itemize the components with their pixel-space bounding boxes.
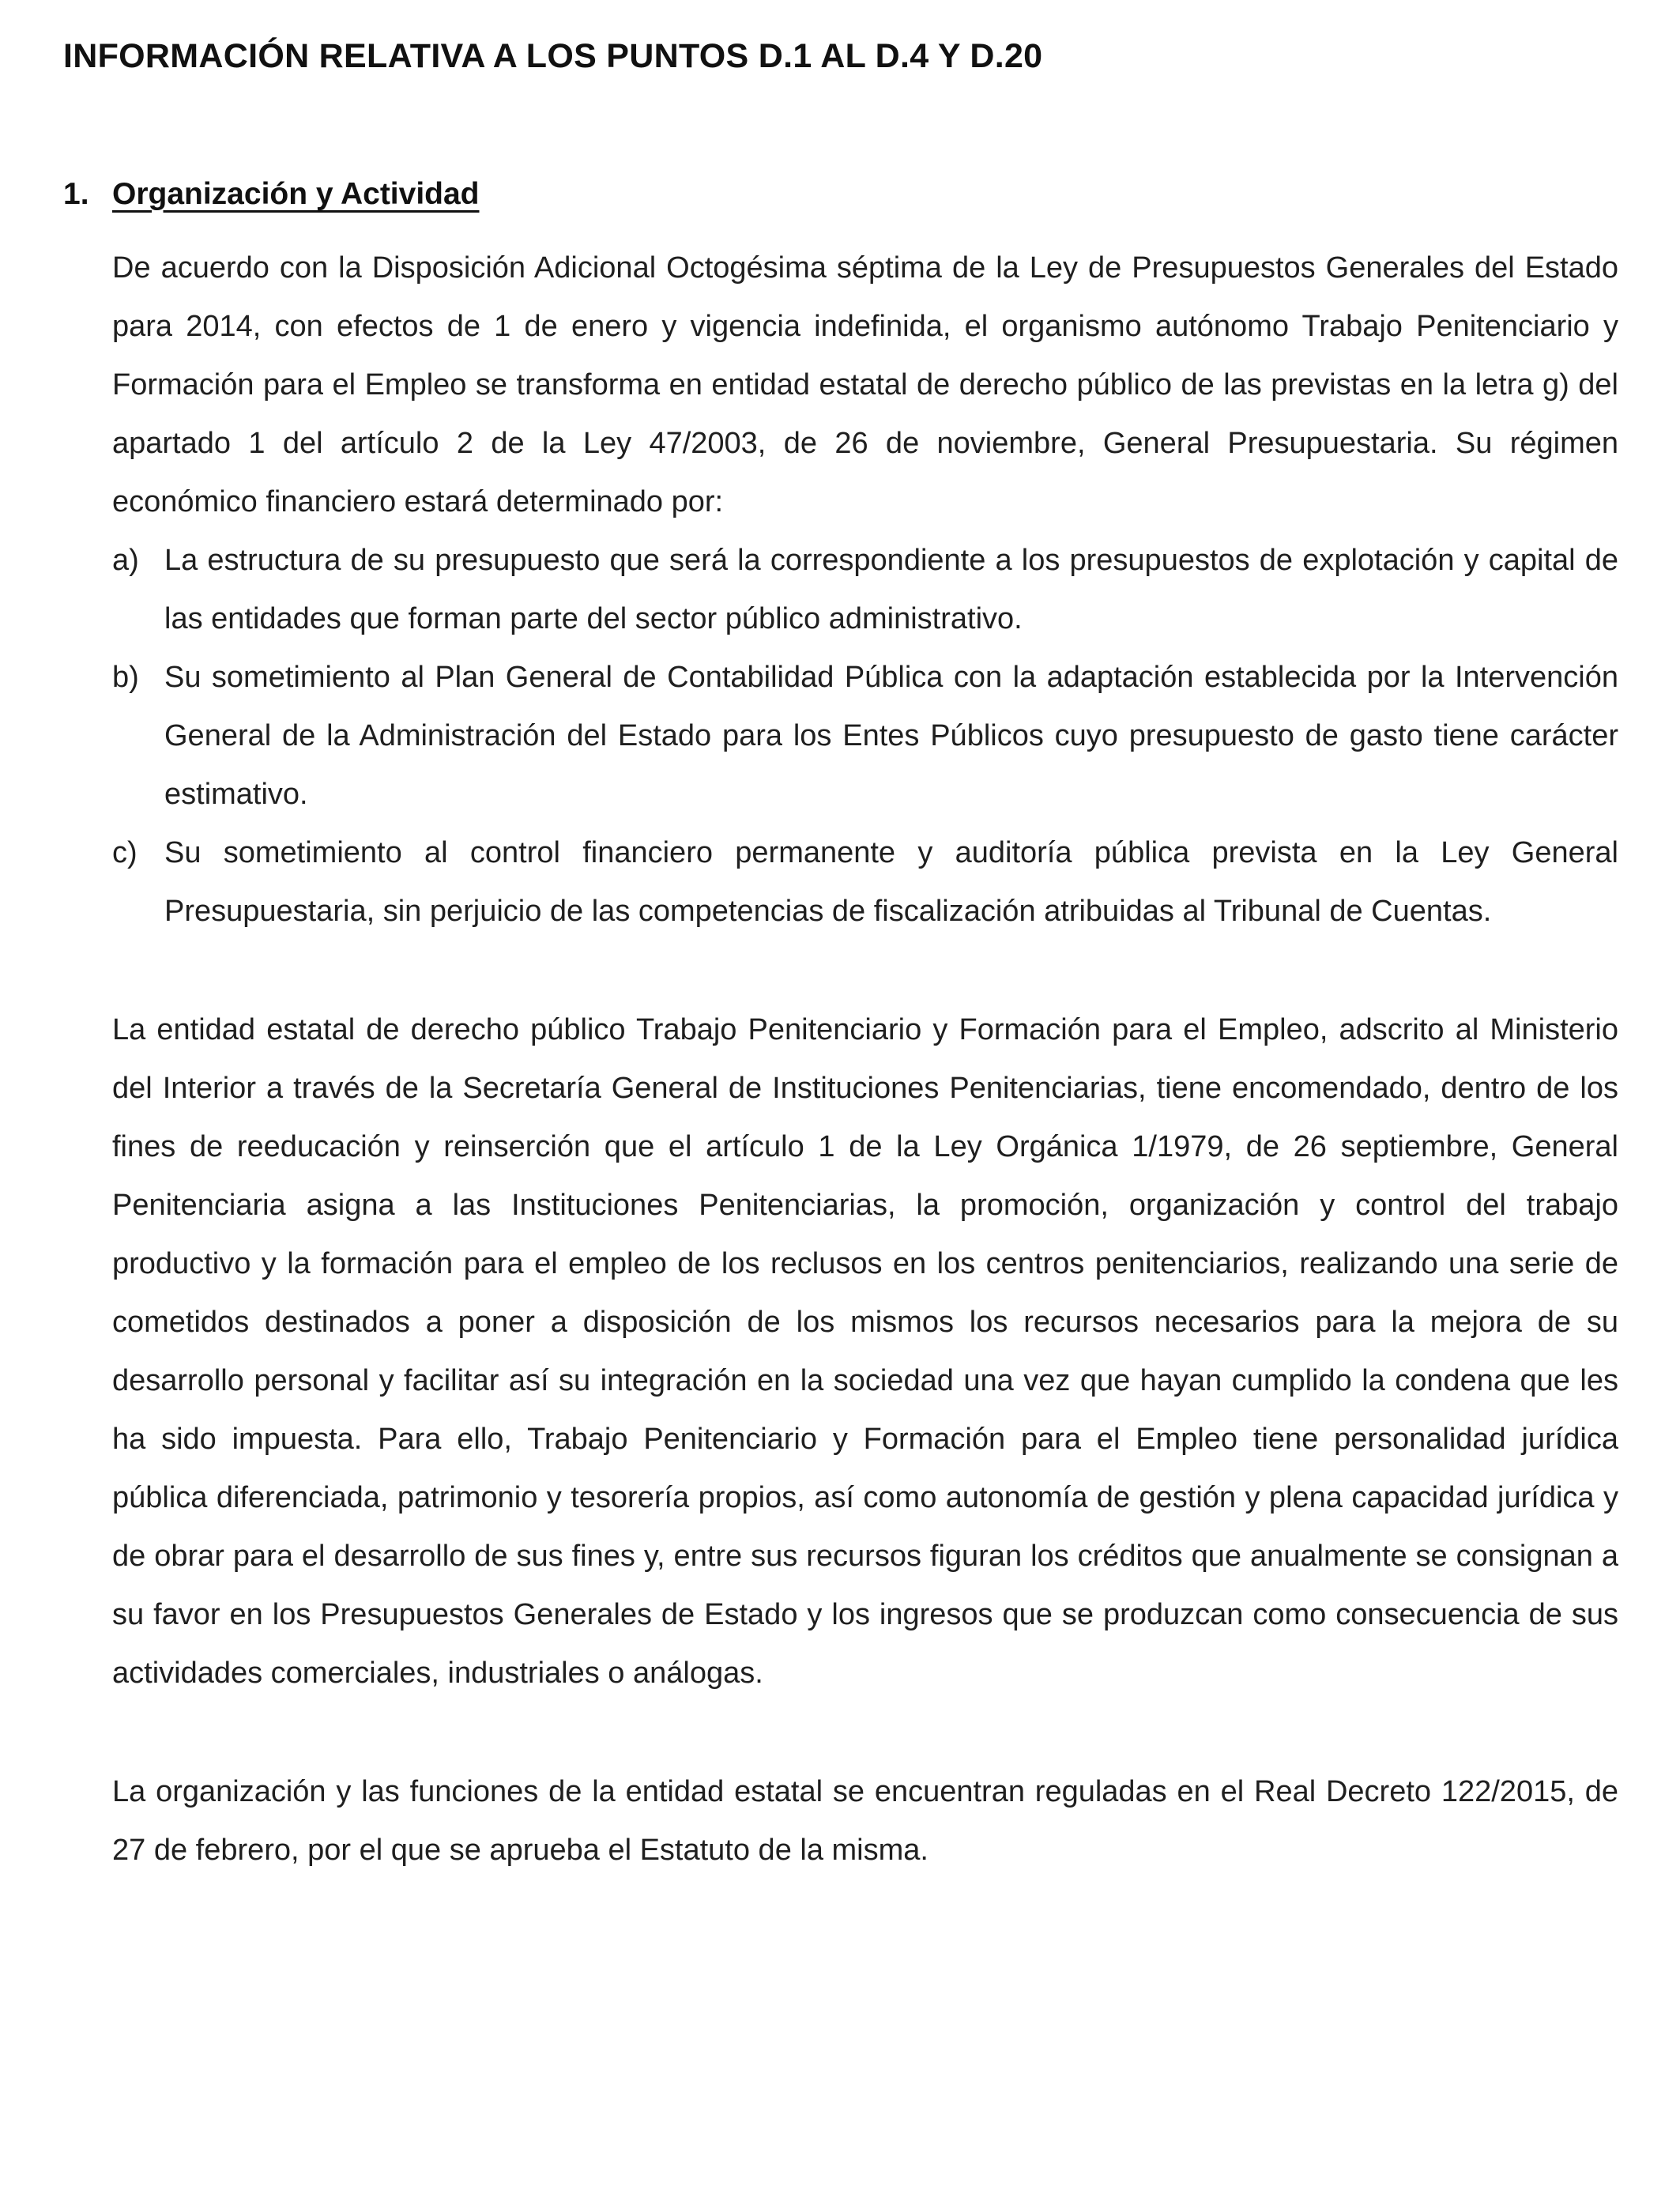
list-marker-a: a) xyxy=(112,543,139,577)
list-marker-b: b) xyxy=(112,660,139,694)
paragraph-regime: De acuerdo con la Disposición Adicional Octogésima séptima de la Ley de Presupuestos Generales del Estado para 2014, con efectos de 1 de enero y vigencia indefinida, el organismo autónomo Trabajo Penitenciario y Formación para el Empleo se transforma en entidad estatal de derecho público de las previstas en la letra g) del apartado 1 del artículo 2 de la Ley 47/2003, de 26 de noviembre, General Presupuestaria. Su régimen económico financiero estará determinado por: xyxy=(112,251,1618,518)
section-title: Organización y Actividad xyxy=(112,176,480,211)
section-number: 1. xyxy=(63,176,89,211)
paragraph-entity: La entidad estatal de derecho público Trabajo Penitenciario y Formación para el Empleo, adscrito al Ministerio del Interior a través de la Secretaría General de Instituciones Penitenciarias, tiene encomendado, dentro de los fines de reeducación y reinserción que el artículo 1 de la Ley Orgánica 1/1979, de 26 septiembre, General Penitenciaria asigna a las Instituciones Penitenciarias, la promoción, organización y control del trabajo productivo y la formación para el empleo de los reclusos en los centros penitenciarios, realizando una serie de cometidos destinados a poner a disposición de los mismos los recursos necesarios para la mejora de su desarrollo personal y facilitar así su integración en la sociedad una vez que hayan cumplido la condena que les ha sido impuesta. Para ello, Trabajo Penitenciario y Formación para el Empleo tiene personalidad jurídica pública diferenciada, patrimonio y tesorería propios, así como autonomía de gestión y plena capacidad jurídica y de obrar para el desarrollo de sus fines y, entre sus recursos figuran los créditos que anualmente se consignan a su favor en los Presupuestos Generales de Estado y los ingresos que se produzcan como consecuencia de sus actividades comerciales, industriales o análogas. xyxy=(112,1012,1618,1690)
list-marker-c: c) xyxy=(112,835,137,869)
regime-list xyxy=(112,531,1618,941)
list-item-a xyxy=(112,531,1618,648)
list-item-b xyxy=(112,648,1618,824)
list-item-c xyxy=(112,824,1618,941)
section-content xyxy=(112,239,1618,1879)
list-text-a: La estructura de su presupuesto que será la correspondiente a los presupuestos de explotación y capital de las entidades que forman parte del sector público administrativo. xyxy=(164,543,1618,635)
list-text-b: Su sometimiento al Plan General de Contabilidad Pública con la adaptación establecida por la Intervención General de la Administración del Estado para los Entes Públicos cuyo presupuesto de gasto tiene carácter estimativo. xyxy=(164,660,1618,811)
paragraph-organization: La organización y las funciones de la entidad estatal se encuentran reguladas en el Real Decreto 122/2015, de 27 de febrero, por el que se aprueba el Estatuto de la misma. xyxy=(112,1774,1618,1867)
section-heading xyxy=(63,177,1618,212)
document-title: INFORMACIÓN RELATIVA A LOS PUNTOS D.1 AL D.4 Y D.20 xyxy=(63,37,1043,75)
list-text-c: Su sometimiento al control financiero permanente y auditoría pública prevista en la Ley General Presupuestaria, sin perjuicio de las competencias de fiscalización atribuidas al Tribunal de Cuentas. xyxy=(164,835,1618,928)
